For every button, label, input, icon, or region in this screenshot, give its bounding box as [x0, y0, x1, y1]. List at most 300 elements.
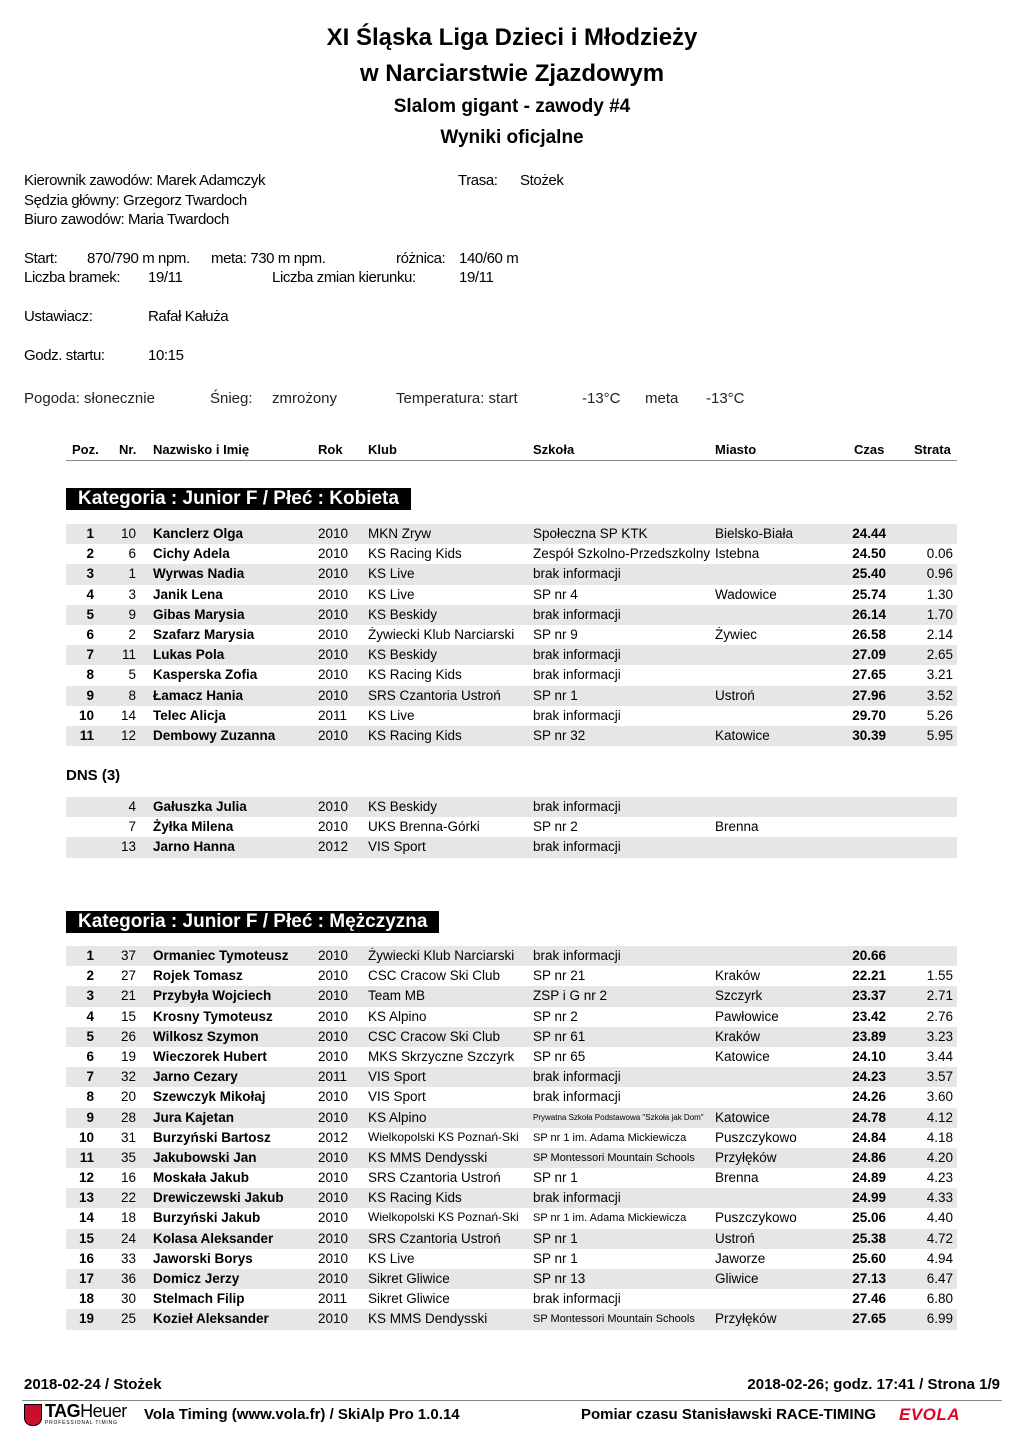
cell-miasto: Ustroń: [715, 1230, 755, 1246]
cell-strata: 1.70: [926, 606, 953, 622]
cell-name: Gibas Marysia: [153, 606, 245, 622]
cell-nr: 8: [128, 687, 136, 703]
cell-strata: 5.26: [926, 707, 953, 723]
cell-czas: 26.58: [852, 626, 886, 642]
cell-strata: 1.30: [926, 586, 953, 602]
cell-czas: 24.44: [852, 526, 886, 541]
cell-rok: 2011: [318, 1291, 348, 1307]
cell-name: Kanclerz Olga: [153, 526, 244, 541]
cell-szkola: SP nr 1: [533, 1230, 578, 1246]
header-strata: Strata: [914, 442, 951, 457]
cell-nr: 15: [120, 1008, 136, 1024]
cell-szkola: SP nr 1 im. Adama Mickiewicza: [533, 1212, 687, 1225]
cell-rok: 2010: [318, 667, 349, 683]
cell-klub: KS MMS Dendysski: [368, 1149, 488, 1165]
cell-name: Gałuszka Julia: [153, 799, 247, 814]
cell-czas: 23.42: [852, 1008, 886, 1024]
cell-rok: 2010: [318, 546, 349, 562]
cell-poz: 17: [78, 1271, 94, 1286]
cell-klub: MKN Zryw: [368, 526, 431, 541]
cell-szkola: brak informacji: [533, 1291, 621, 1307]
cell-klub: KS Live: [368, 707, 415, 723]
cell-nr: 37: [120, 948, 136, 963]
cell-klub: Żywiecki Klub Narciarski: [368, 948, 515, 963]
cell-name: Rojek Tomasz: [153, 968, 243, 984]
info-sedzia: Sędzia główny: Grzegorz Twardoch: [24, 192, 247, 209]
cell-szkola: SP nr 1: [533, 1170, 578, 1186]
table-row: [66, 645, 957, 665]
info-trasa-label: Trasa:: [458, 172, 498, 189]
info-zmian-value: 19/11: [459, 269, 494, 286]
cell-nr: 10: [120, 526, 136, 541]
cell-klub: Wielkopolski KS Poznań-Ski: [368, 1210, 519, 1225]
cell-poz: 5: [86, 606, 94, 622]
info-ustawiacz-label: Ustawiacz:: [24, 308, 93, 325]
cell-klub: SRS Czantoria Ustroń: [368, 1230, 501, 1246]
cell-poz: 11: [79, 1149, 94, 1165]
cell-szkola: SP nr 1: [533, 1250, 578, 1266]
header-klub: Klub: [368, 442, 397, 457]
cell-czas: 26.14: [852, 606, 886, 622]
cell-rok: 2010: [318, 626, 349, 642]
tagheuer-logo: [24, 1401, 134, 1426]
cell-klub: KS Racing Kids: [368, 1190, 462, 1206]
cell-name: Jaworski Borys: [153, 1250, 253, 1266]
header-czas: Czas: [854, 442, 885, 457]
cell-szkola: brak informacji: [533, 667, 621, 683]
cell-szkola: SP Montessori Mountain Schools: [533, 1151, 695, 1164]
cell-szkola: SP nr 2: [533, 819, 578, 835]
cell-czas: 29.70: [852, 707, 886, 723]
table-row: [66, 625, 957, 645]
cell-nr: 30: [120, 1291, 136, 1307]
cell-nr: 1: [128, 566, 136, 582]
cell-name: Szewczyk Mikołaj: [153, 1089, 266, 1105]
table-row: [66, 665, 957, 685]
cell-strata: 2.65: [926, 647, 953, 663]
cell-nr: 19: [120, 1048, 136, 1064]
cell-miasto: Katowice: [715, 1109, 770, 1125]
cell-rok: 2010: [318, 1048, 349, 1064]
cell-szkola: SP nr 32: [533, 727, 586, 743]
cell-miasto: Brenna: [715, 819, 759, 835]
cell-szkola: brak informacji: [533, 606, 621, 622]
cell-nr: 20: [120, 1089, 136, 1105]
cell-poz: 12: [78, 1170, 94, 1186]
cell-name: Wieczorek Hubert: [153, 1048, 267, 1064]
table-row: [66, 1067, 957, 1087]
table-row: [66, 585, 957, 605]
cell-name: Żyłka Milena: [153, 819, 234, 835]
cell-poz: 8: [86, 667, 94, 683]
cell-rok: 2012: [318, 1129, 349, 1145]
table-row: [66, 1148, 957, 1168]
cell-name: Burzyński Jakub: [153, 1210, 261, 1226]
cell-szkola: brak informacji: [533, 647, 621, 663]
cell-szkola: brak informacji: [533, 839, 621, 855]
cell-name: Moskała Jakub: [153, 1170, 250, 1186]
cell-nr: 12: [120, 727, 136, 743]
cell-klub: KS Live: [368, 1250, 415, 1266]
cell-nr: 21: [120, 988, 136, 1004]
title-line1: XI Śląska Liga Dzieci i Młodzieży: [326, 24, 698, 51]
cell-name: Szafarz Marysia: [153, 626, 255, 642]
info-pogoda: Pogoda: słonecznie: [24, 390, 155, 407]
cell-miasto: Przyłęków: [715, 1149, 777, 1165]
cell-czas: 25.06: [852, 1210, 886, 1226]
cell-czas: 24.99: [852, 1190, 886, 1206]
cell-klub: Sikret Gliwice: [368, 1291, 450, 1307]
cell-strata: 4.18: [926, 1129, 953, 1145]
cell-szkola: SP nr 1: [533, 687, 578, 703]
results-table-dns: [66, 797, 957, 858]
info-temp-start: -13°C: [582, 390, 621, 407]
dns-label: DNS (3): [66, 767, 121, 784]
cell-name: Jarno Hanna: [153, 839, 235, 855]
info-start-value: 870/790 m npm.: [87, 250, 190, 267]
cell-szkola: brak informacji: [533, 799, 621, 814]
category-title-mezczyzna: Kategoria : Junior F / Płeć : Mężczyzna: [66, 911, 439, 933]
cell-czas: 22.21: [852, 968, 886, 984]
table-row: [66, 1087, 957, 1107]
cell-miasto: Brenna: [715, 1170, 759, 1186]
cell-nr: 27: [120, 968, 136, 984]
cell-rok: 2011: [318, 1069, 348, 1085]
cell-strata: 6.80: [926, 1291, 953, 1307]
cell-nr: 25: [120, 1311, 136, 1327]
cell-czas: 24.50: [852, 546, 886, 562]
table-row: [66, 726, 957, 746]
cell-rok: 2010: [318, 586, 349, 602]
cell-rok: 2010: [318, 1311, 349, 1327]
cell-rok: 2010: [318, 1170, 349, 1186]
cell-szkola: SP nr 9: [533, 626, 578, 642]
cell-name: Burzyński Bartosz: [153, 1129, 271, 1145]
table-row: [66, 1047, 957, 1067]
table-row: [66, 564, 957, 584]
cell-szkola: SP nr 21: [533, 968, 586, 984]
cell-poz: 3: [86, 566, 94, 582]
cell-czas: 27.13: [852, 1271, 886, 1286]
cell-poz: 6: [86, 626, 94, 642]
cell-strata: 3.52: [926, 687, 953, 703]
cell-miasto: Jaworze: [715, 1250, 766, 1266]
cell-klub: KS Live: [368, 586, 415, 602]
table-row: [66, 1309, 957, 1329]
cell-poz: 10: [78, 1129, 94, 1145]
cell-miasto: Bielsko-Biała: [715, 526, 794, 541]
cell-name: Domicz Jerzy: [153, 1271, 240, 1286]
info-meta: meta: 730 m npm.: [211, 250, 326, 267]
cell-rok: 2012: [318, 839, 349, 855]
cell-strata: 4.23: [926, 1170, 953, 1186]
cell-strata: 4.94: [926, 1250, 953, 1266]
table-row: [66, 1168, 957, 1188]
cell-czas: 27.09: [852, 647, 886, 663]
cell-szkola: brak informacji: [533, 1069, 621, 1085]
cell-czas: 23.89: [852, 1028, 886, 1044]
cell-nr: 14: [120, 707, 136, 723]
cell-szkola: SP nr 2: [533, 1008, 578, 1024]
table-row: [66, 524, 957, 544]
info-biuro: Biuro zawodów: Maria Twardoch: [24, 211, 229, 228]
cell-nr: 9: [128, 606, 136, 622]
cell-czas: 24.26: [852, 1089, 886, 1105]
cell-nr: 35: [120, 1149, 136, 1165]
cell-poz: 2: [86, 968, 94, 984]
table-row: [66, 1289, 957, 1309]
cell-strata: 2.14: [926, 626, 953, 642]
cell-miasto: Przyłęków: [715, 1311, 777, 1327]
cell-name: Janik Lena: [153, 586, 223, 602]
cell-szkola: brak informacji: [533, 948, 621, 963]
cell-strata: 3.44: [926, 1048, 953, 1064]
cell-rok: 2010: [318, 1271, 349, 1286]
cell-rok: 2010: [318, 566, 349, 582]
cell-czas: 30.39: [852, 727, 886, 743]
cell-czas: 25.38: [852, 1230, 886, 1246]
cell-klub: KS Alpino: [368, 1109, 427, 1125]
cell-strata: 2.76: [926, 1008, 953, 1024]
cell-miasto: Kraków: [715, 1028, 761, 1044]
cell-strata: 1.55: [926, 968, 953, 984]
cell-czas: 25.74: [852, 586, 886, 602]
cell-czas: 24.78: [852, 1109, 886, 1125]
cell-klub: MKS Skrzyczne Szczyrk: [368, 1048, 515, 1064]
cell-poz: 3: [86, 988, 94, 1004]
cell-strata: 2.71: [926, 988, 953, 1004]
info-temp-label: Temperatura: start: [396, 390, 518, 407]
cell-name: Cichy Adela: [153, 546, 230, 562]
cell-strata: 0.06: [926, 546, 953, 562]
info-bramek-label: Liczba bramek:: [24, 269, 121, 286]
table-row: [66, 1108, 957, 1128]
info-trasa-value: Stożek: [520, 172, 564, 189]
cell-rok: 2010: [318, 948, 349, 963]
cell-klub: VIS Sport: [368, 1089, 426, 1105]
cell-strata: 4.33: [926, 1190, 953, 1206]
table-row: [66, 1027, 957, 1047]
info-snieg-value: zmrożony: [272, 390, 338, 407]
cell-rok: 2010: [318, 1008, 349, 1024]
cell-poz: 8: [86, 1089, 94, 1105]
cell-poz: 1: [86, 526, 94, 541]
info-ustawiacz-value: Rafał Kałuża: [148, 308, 229, 325]
cell-poz: 14: [78, 1210, 94, 1226]
cell-nr: 26: [120, 1028, 136, 1044]
cell-strata: 3.60: [926, 1089, 953, 1105]
cell-rok: 2010: [318, 1028, 349, 1044]
cell-rok: 2010: [318, 1109, 349, 1125]
cell-szkola: ZSP i G nr 2: [533, 988, 608, 1004]
evola-logo: EVOLA: [899, 1405, 961, 1424]
cell-nr: 36: [120, 1271, 136, 1286]
cell-name: Kolasa Aleksander: [153, 1230, 274, 1246]
cell-miasto: Szczyrk: [715, 988, 763, 1004]
cell-nr: 4: [128, 799, 136, 814]
header-nr: Nr.: [119, 442, 137, 457]
cell-klub: KS Racing Kids: [368, 546, 462, 562]
cell-klub: KS Racing Kids: [368, 667, 462, 683]
cell-poz: 6: [86, 1048, 94, 1064]
cell-rok: 2010: [318, 526, 349, 541]
cell-name: Kasperska Zofia: [153, 667, 258, 683]
cell-rok: 2010: [318, 1230, 349, 1246]
cell-name: Jura Kajetan: [153, 1109, 235, 1125]
cell-name: Telec Alicja: [153, 707, 226, 723]
table-row: [66, 986, 957, 1006]
cell-poz: 16: [78, 1250, 94, 1266]
cell-name: Krosny Tymoteusz: [153, 1008, 273, 1024]
cell-strata: 4.12: [926, 1109, 953, 1125]
cell-klub: VIS Sport: [368, 839, 426, 855]
cell-miasto: Puszczykowo: [715, 1129, 797, 1145]
cell-klub: KS Live: [368, 566, 415, 582]
info-kierownik: Kierownik zawodów: Marek Adamczyk: [24, 172, 266, 189]
cell-poz: 2: [86, 546, 94, 562]
table-row: [66, 837, 957, 857]
cell-nr: 28: [120, 1109, 136, 1125]
cell-szkola: SP nr 61: [533, 1028, 586, 1044]
cell-rok: 2010: [318, 1210, 349, 1226]
cell-szkola: Prywatna Szkoła Podstawowa "Szkoła jak Dom": [533, 1112, 704, 1122]
table-row: [66, 544, 957, 564]
cell-poz: 1: [86, 948, 94, 963]
cell-klub: KS Racing Kids: [368, 727, 462, 743]
title-line4: Wyniki oficjalne: [440, 127, 584, 148]
cell-name: Wilkosz Szymon: [153, 1028, 259, 1044]
cell-rok: 2010: [318, 988, 349, 1004]
header-miasto: Miasto: [715, 442, 757, 457]
cell-szkola: SP nr 13: [533, 1271, 586, 1286]
cell-nr: 7: [128, 819, 136, 835]
cell-strata: 5.95: [926, 727, 953, 743]
cell-strata: 3.57: [926, 1069, 953, 1085]
info-godz-label: Godz. startu:: [24, 347, 105, 364]
cell-strata: 4.20: [926, 1149, 953, 1165]
table-row: [66, 797, 957, 817]
cell-klub: Żywiecki Klub Narciarski: [368, 626, 515, 642]
cell-miasto: Katowice: [715, 1048, 770, 1064]
cell-name: Wyrwas Nadia: [153, 566, 245, 582]
cell-name: Przybyła Wojciech: [153, 988, 272, 1004]
cell-poz: 11: [79, 727, 94, 743]
cell-klub: KS Alpino: [368, 1008, 427, 1024]
cell-nr: 24: [120, 1230, 136, 1246]
cell-rok: 2010: [318, 727, 349, 743]
cell-czas: 27.65: [852, 667, 886, 683]
header-name: Nazwisko i Imię: [153, 442, 250, 457]
cell-szkola: Zespół Szkolno-Przedszkolny: [533, 546, 711, 562]
table-row: [66, 817, 957, 837]
cell-szkola: brak informacji: [533, 566, 621, 582]
footer-divider: [22, 1400, 1002, 1401]
cell-miasto: Żywiec: [715, 626, 758, 642]
cell-miasto: Ustroń: [715, 687, 755, 703]
cell-strata: 6.99: [926, 1311, 953, 1327]
info-temp-meta: -13°C: [706, 390, 745, 407]
cell-klub: Sikret Gliwice: [368, 1271, 450, 1286]
cell-nr: 3: [128, 586, 136, 602]
cell-klub: CSC Cracow Ski Club: [368, 968, 501, 984]
cell-szkola: SP nr 1 im. Adama Mickiewicza: [533, 1131, 687, 1144]
cell-nr: 32: [120, 1069, 136, 1085]
cell-poz: 19: [78, 1311, 94, 1327]
cell-name: Kozieł Aleksander: [153, 1311, 269, 1327]
cell-miasto: Katowice: [715, 727, 770, 743]
cell-name: Drewiczewski Jakub: [153, 1190, 284, 1206]
category-title-kobieta: Kategoria : Junior F / Płeć : Kobieta: [66, 488, 411, 510]
header-poz: Poz.: [72, 442, 99, 457]
cell-rok: 2011: [318, 707, 348, 723]
info-roznica-value: 140/60 m: [459, 250, 519, 267]
cell-poz: 7: [86, 1069, 94, 1085]
cell-czas: 27.46: [852, 1291, 886, 1307]
cell-name: Jarno Cezary: [153, 1069, 238, 1085]
header-szkola: Szkoła: [533, 442, 575, 457]
cell-strata: 4.72: [926, 1230, 953, 1246]
cell-rok: 2010: [318, 687, 349, 703]
cell-rok: 2010: [318, 819, 349, 835]
cell-miasto: Wadowice: [715, 586, 777, 602]
cell-nr: 13: [120, 839, 136, 855]
cell-klub: Team MB: [368, 988, 426, 1004]
cell-name: Lukas Pola: [153, 647, 225, 663]
table-row: [66, 1269, 957, 1289]
cell-klub: KS Beskidy: [368, 647, 438, 663]
cell-poz: 4: [86, 1008, 94, 1024]
tagheuer-sub: PROFESSIONAL TIMING: [45, 1420, 118, 1426]
table-row: [66, 1128, 957, 1148]
cell-name: Jakubowski Jan: [153, 1149, 257, 1165]
cell-poz: 4: [86, 586, 94, 602]
cell-poz: 10: [78, 707, 94, 723]
cell-name: Łamacz Hania: [153, 687, 244, 703]
cell-miasto: Puszczykowo: [715, 1210, 797, 1226]
cell-szkola: SP nr 4: [533, 586, 578, 602]
tagheuer-tag: TAG: [45, 1401, 81, 1421]
cell-czas: 24.84: [852, 1129, 886, 1145]
footer-vola-timing: Vola Timing (www.vola.fr) / SkiAlp Pro 1.0.14: [144, 1406, 460, 1423]
cell-klub: KS MMS Dendysski: [368, 1311, 488, 1327]
cell-miasto: Gliwice: [715, 1271, 759, 1286]
cell-miasto: Kraków: [715, 968, 761, 984]
cell-poz: 9: [86, 1109, 94, 1125]
info-snieg-label: Śnieg:: [210, 390, 253, 407]
cell-poz: 15: [78, 1230, 94, 1246]
cell-nr: 16: [120, 1170, 136, 1186]
cell-rok: 2010: [318, 1149, 349, 1165]
cell-klub: UKS Brenna-Górki: [368, 819, 480, 835]
cell-name: Dembowy Zuzanna: [153, 727, 276, 743]
table-row: [66, 686, 957, 706]
cell-rok: 2010: [318, 647, 349, 663]
cell-czas: 24.86: [852, 1149, 886, 1165]
cell-strata: 3.23: [926, 1028, 953, 1044]
info-bramek-value: 19/11: [148, 269, 183, 286]
cell-szkola: brak informacji: [533, 707, 621, 723]
cell-name: Ormaniec Tymoteusz: [153, 948, 289, 963]
cell-strata: 4.40: [926, 1210, 953, 1226]
footer-pomiar-czasu: Pomiar czasu Stanisławski RACE-TIMING: [581, 1406, 877, 1423]
cell-rok: 2010: [318, 1190, 349, 1206]
title-line2: w Narciarstwie Zjazdowym: [359, 60, 665, 87]
cell-czas: 20.66: [852, 948, 886, 963]
cell-rok: 2010: [318, 799, 349, 814]
cell-czas: 27.65: [852, 1311, 886, 1327]
cell-nr: 2: [128, 626, 136, 642]
cell-nr: 11: [121, 647, 136, 663]
